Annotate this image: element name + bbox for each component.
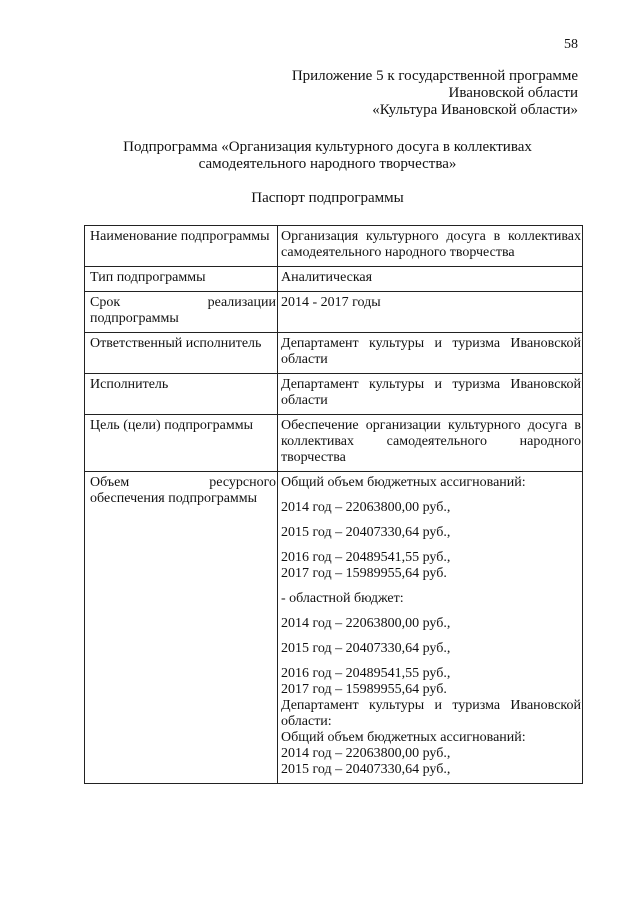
row-value: Департамент культуры и туризма Ивановской области: [278, 374, 583, 415]
row-label: Наименование подпрограммы: [85, 226, 278, 267]
passport-table: [84, 225, 583, 784]
passport-title: Паспорт подпрограммы: [251, 190, 404, 206]
funding-regional-2016: 2016 год – 20489541,55 руб.,: [281, 666, 451, 681]
appendix-line-2: Ивановской области: [448, 85, 578, 101]
funding-regional-heading: - областной бюджет:: [281, 591, 404, 606]
appendix-header: [292, 68, 578, 119]
table-row: [85, 415, 583, 472]
funding-cell: [278, 472, 583, 784]
appendix-line-3: «Культура Ивановской области»: [372, 102, 578, 118]
funding-total-2014: 2014 год – 22063800,00 руб.,: [281, 500, 451, 515]
table-row: [85, 267, 583, 292]
row-value: Департамент культуры и туризма Ивановской области: [278, 333, 583, 374]
table-row: [85, 472, 583, 784]
subprogram-title-line-1: Подпрограмма «Организация культурного досуга в коллективах: [123, 139, 532, 155]
row-label: Цель (цели) подпрограммы: [85, 415, 278, 472]
row-value: Аналитическая: [278, 267, 583, 292]
subprogram-title: [60, 139, 595, 173]
funding-total-2017: 2017 год – 15989955,64 руб.: [281, 566, 447, 581]
row-value: Организация культурного досуга в коллективах самодеятельного народного творчества: [278, 226, 583, 267]
row-label: Тип подпрограммы: [85, 267, 278, 292]
table-row: [85, 333, 583, 374]
table-row: [85, 292, 583, 333]
funding-total-2016: 2016 год – 20489541,55 руб.,: [281, 550, 451, 565]
funding-total-heading: Общий объем бюджетных ассигнований:: [281, 475, 526, 490]
funding-department-heading: Департамент культуры и туризма Ивановской области:: [281, 698, 581, 729]
table-row: [85, 374, 583, 415]
funding-regional-2017: 2017 год – 15989955,64 руб.: [281, 682, 447, 697]
funding-regional-2014: 2014 год – 22063800,00 руб.,: [281, 616, 451, 631]
row-value: Обеспечение организации культурного досуга в коллективах самодеятельного народного творчества: [278, 415, 583, 472]
row-value: 2014 - 2017 годы: [278, 292, 583, 333]
table-row: [85, 226, 583, 267]
funding-regional-2015: 2015 год – 20407330,64 руб.,: [281, 641, 451, 656]
appendix-line-1: Приложение 5 к государственной программе: [291, 68, 578, 84]
row-label: Исполнитель: [85, 374, 278, 415]
funding-department-2015: 2015 год – 20407330,64 руб.,: [281, 762, 451, 777]
row-label: Ответственный исполнитель: [85, 333, 278, 374]
subprogram-title-line-2: самодеятельного народного творчества»: [198, 156, 457, 172]
funding-department-2014: 2014 год – 22063800,00 руб.,: [281, 746, 451, 761]
funding-total-2015: 2015 год – 20407330,64 руб.,: [281, 525, 451, 540]
funding-department-total-heading: Общий объем бюджетных ассигнований:: [281, 730, 526, 745]
row-label: Объем ресурсного обеспечения подпрограммы: [85, 472, 278, 784]
row-label: Срок реализации подпрограммы: [85, 292, 278, 333]
page-number: 58: [564, 37, 578, 52]
